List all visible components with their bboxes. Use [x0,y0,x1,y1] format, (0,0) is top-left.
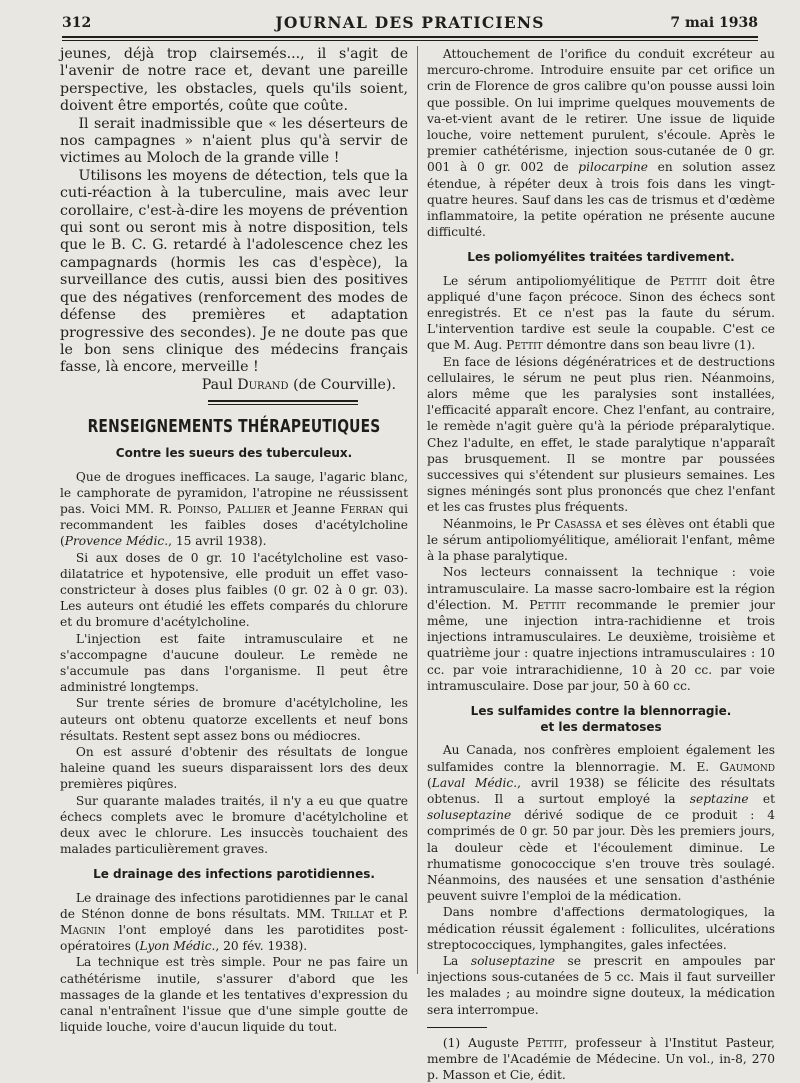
paragraph: Dans nombre d'affections dermatologiques, la médication réussit également : folliculites, ulcérations streptococciques, lymphangites, gales infectées. [427,905,775,952]
subheading-sulfamides: Les sulfamides contre la blennorragie. et les dermatoses [470,703,732,735]
right-column [427,46,775,1083]
header-rule-thin [62,40,758,41]
footnote-rule [427,1027,487,1028]
column-divider [417,46,418,974]
paragraph: En face de lésions dégénératrices et de destructions cellulaires, le sérum ne peut plus rien. Néanmoins, alors même que les paralysies sont installées, l'efficacité apparaît encore. Chez l'enfant, au contraire, le remède n'agit guère qu'à la période préparalytique. Chez l'adulte, en effet, le stade paralytique n'apparaît pas brusquement. Il se montre par poussées successives qui s'étendent sur plusieurs semaines. Les signes méningés sont plus prononcés que chez l'enfant et les cas frustes plus fréquents. [427,354,775,515]
paragraph: Sur trente séries de bromure d'acétylcholine, les auteurs ont obtenu quatorze excellents et neuf bons résultats. Restent sept assez bons ou médiocres. [60,696,408,743]
paragraph: L'injection est faite intramusculaire et ne s'accompagne d'aucune douleur. Le remède ne s'accumule pas dans l'organisme. Il peut être administré longtemps. [60,631,408,695]
paragraph: Sur quarante malades traités, il n'y a eu que quatre échecs complets avec le bromure d'acétylcholine et deux avec le chlorure. Les insuccès touchaient des malades particulièrement graves. [60,793,408,857]
paragraph: La soluseptazine se prescrit en ampoules par injections sous-cutanées de 5 cc. Mais il faut surveiller les malades ; au moindre signe douteux, la médication sera interrompue. [427,953,776,1017]
running-header [62,10,758,36]
subheading-sueurs: Contre les sueurs des tuberculeux. [115,446,353,461]
footnote: (1) Auguste Pettit, professeur à l'Institut Pasteur, membre de l'Académie de Médecine. Un vol., in-8, 270 p. Masson et Cie, édit. [427,1035,775,1083]
paragraph: Nos lecteurs connaissent la technique : voie intramusculaire. La masse sacro-lombaire est la région d'élection. M. Pettit recommande le premier jour même, une injection intra-rachidienne et trois injections intramusculaires. Le deuxième, troisième et quatrième jour : quatre injections intramusculaires : 10 cc. par voie intrarachidienne, 10 à 20 cc. par voie intramusculaire. Dose par jour, 50 à 60 cc. [427,565,775,693]
left-column [60,46,408,1035]
subheading-polio: Les poliomyélites traitées tardivement. [467,250,735,265]
paragraph: Que de drogues inefficaces. La sauge, l'agaric blanc, le camphorate de pyramidon, l'atropine ne réussissent pas. Voici MM. R. Poinso, Pallier et Jeanne Ferran qui recommandent les faibles doses d'acétylcholine (Provence Médic., 15 avril 1938). [60,469,408,549]
paragraph: Utilisons les moyens de détection, tels que la cuti-réaction à la tuberculine, mais avec leur corollaire, c'est-à-dire les moyens de prévention qui sont ou seront mis à notre disposition, tels que le B. C. G. retardé à l'adolescence chez les campagnards (hormis les cas d'espèce), la surveillance des cutis, aussi bien des positives que des négatives (renforcement des modes de défense des premières et adaptation progressive des secondes). Je ne doute pas que le bon sens clinique des médecins français fasse, là encore, merveille ! [60,167,408,376]
paragraph: jeunes, déjà trop clairsemés..., il s'agit de l'avenir de notre race et, devant une pareille perspective, les obstacles, quels qu'ils soient, doivent être emportés, coûte que coûte. [60,46,408,115]
subheading-drainage: Le drainage des infections parotidiennes. [93,867,375,882]
issue-date: 7 mai 1938 [670,15,758,31]
paragraph: Attouchement de l'orifice du conduit excréteur au mercuro-chrome. Introduire ensuite par cet orifice un crin de Florence de gros calibre qu'on pousse aussi loin que possible. On lui imprime quelques mouvements de va-et-vient avant de le retirer. Une issue de liquide louche, voire nettement purulent, s'écoule. Après le premier cathétérisme, injection sous-cutanée de 0 gr. 001 à 0 gr. 002 de pilocarpine en solution assez étendue, à répéter deux à trois fois dans les vingt-quatre heures. Sauf dans les cas de trismus et d'œdème inflammatoire, la petite opération ne présente aucune difficulté. [427,47,775,240]
paragraph: On est assuré d'obtenir des résultats de longue haleine quand les sueurs disparaissent lors des deux premières piqûres. [60,744,408,792]
page-number: 312 [62,15,92,31]
paragraph: Il serait inadmissible que « les déserteurs de nos campagnes » n'aient plus qu'à servir de victimes au Moloch de la grande ville ! [60,115,408,167]
article-separator [208,400,358,405]
header-rule [62,36,758,38]
paragraph: Au Canada, nos confrères emploient également les sulfamides contre la blennorragie. M. E. Gaumond (Laval Médic., avril 1938) se félicite des résultats obtenus. Il a surtout employé la septazine et soluseptazine dérivé sodique de ce produit : 4 comprimés de 0 gr. 50 par jour. Dès les premiers jours, la douleur cède et l'écoulement diminue. Le rhumatisme gonococcique s'en trouve très soulagé. Néanmoins, des nausées et une sensation d'asthénie peuvent suivre l'emploi de la médication. [427,743,776,904]
paragraph: La technique est très simple. Pour ne pas faire un cathétérisme inutile, s'assurer d'abord que les massages de la glande et les tentatives d'expression du canal n'entraînent l'issue que d'une simple goutte de liquide louche, voire d'aucun liquide du tout. [60,955,408,1035]
section-title: RENSEIGNEMENTS THÉRAPEUTIQUES [87,417,381,438]
paragraph: Néanmoins, le Pr Casassa et ses élèves ont établi que le sérum antipoliomyélitique, améliorait l'enfant, même à la phase paralytique. [427,516,775,564]
paragraph: Le sérum antipoliomyélitique de Pettit doit être appliqué d'une façon précoce. Sinon des échecs sont enregistrés. Et ce n'est pas la faute du sérum. L'intervention tardive est seule la coupable. C'est ce que M. Aug. Pettit démontre dans son beau livre (1). [427,273,775,353]
journal-title: JOURNAL DES PRATICIENS [275,13,545,32]
paragraph: Si aux doses de 0 gr. 10 l'acétylcholine est vaso-dilatatrice et hypotensive, elle produit un effet vaso-constricteur à doses plus faibles (0 gr. 02 à 0 gr. 03). Les auteurs ont étudié les effets comparés du chlorure et du bromure d'acétylcholine. [60,550,408,630]
author-signature: Paul Durand (de Courville). [201,376,396,393]
paragraph: Le drainage des infections parotidiennes par le canal de Sténon donne de bons résultats. MM. Trillat et P. Magnin l'ont employé dans les parotidites post-opératoires (Lyon Médic., 20 fév. 1938). [60,890,408,954]
